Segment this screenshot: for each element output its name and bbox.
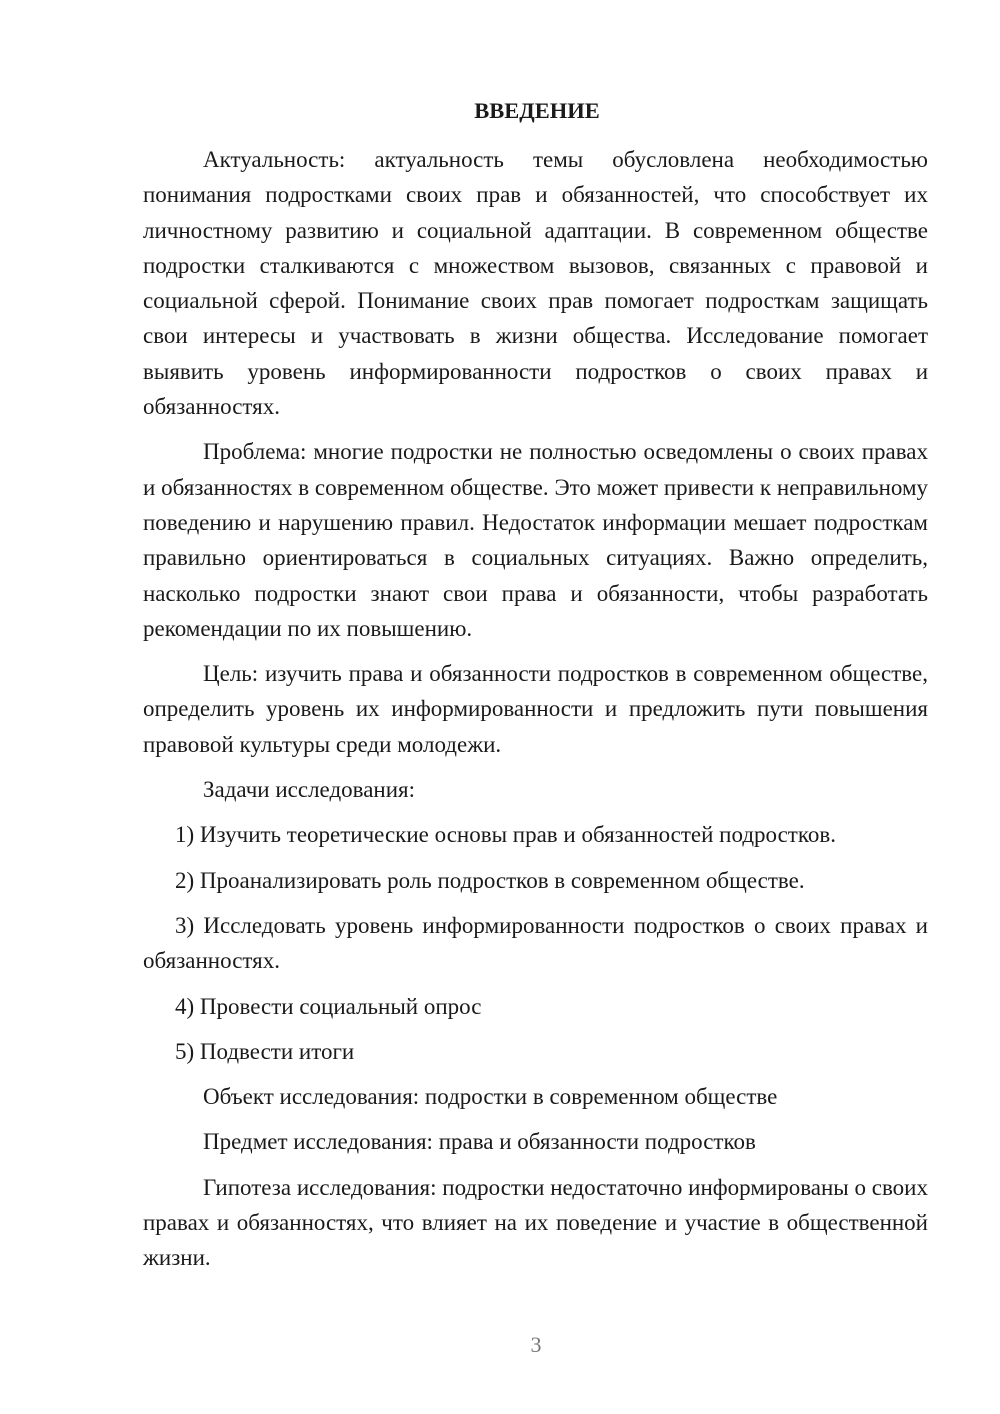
section-title: ВВЕДЕНИЕ: [474, 98, 600, 123]
tasks-heading: Задачи исследования:: [203, 777, 416, 803]
task-item-5: 5) Подвести итоги: [175, 1038, 355, 1064]
paragraph-problem: Проблема: многие подростки не полностью осведомлены о своих правах и обязанностях в современном обществе. Это может привести к неправильному поведению и нарушению правил. Недостаток информации мешает подросткам правильно ориентироваться в социальных ситуациях. Важно определить, насколько подростки знают свои права и обязанности, чтобы разработать рекомендации по их повышению.: [143, 439, 928, 641]
task-item-3: 3) Исследовать уровень информированности подростков о своих правах и обязанностях.: [143, 912, 928, 974]
task-item-1: 1) Изучить теоретические основы прав и обязанностей подростков.: [175, 822, 836, 848]
tasks-list: [143, 817, 928, 1069]
task-item-4: 4) Провести социальный опрос: [175, 993, 482, 1019]
paragraph-hypothesis: Гипотеза исследования: подростки недостаточно информированы о своих правах и обязанностях, что влияет на их поведение и участие в общественной жизни.: [143, 1174, 928, 1271]
paragraph-object: Объект исследования: подростки в современном обществе: [203, 1084, 778, 1110]
page-number: 3: [530, 1332, 542, 1357]
paragraph-goal: Цель: изучить права и обязанности подростков в современном обществе, определить уровень их информированности и предложить пути повышения правовой культуры среди молодежи.: [143, 661, 928, 757]
paragraph-subject: Предмет исследования: права и обязанности подростков: [203, 1129, 756, 1155]
page-content: [143, 93, 928, 1286]
paragraph-relevance: Актуальность: актуальность темы обусловлена необходимостью понимания подростками своих прав и обязанностей, что способствует их личностному развитию и социальной адаптации. В современном обществе подростки сталкиваются с множеством вызовов, связанных с правовой и социальной сферой. Понимание своих прав помогает подросткам защищать свои интересы и участвовать в жизни общества. Исследование помогает выявить уровень информированности подростков о своих правах и обязанностях.: [143, 147, 928, 420]
task-item-2: 2) Проанализировать роль подростков в современном обществе.: [175, 867, 805, 893]
